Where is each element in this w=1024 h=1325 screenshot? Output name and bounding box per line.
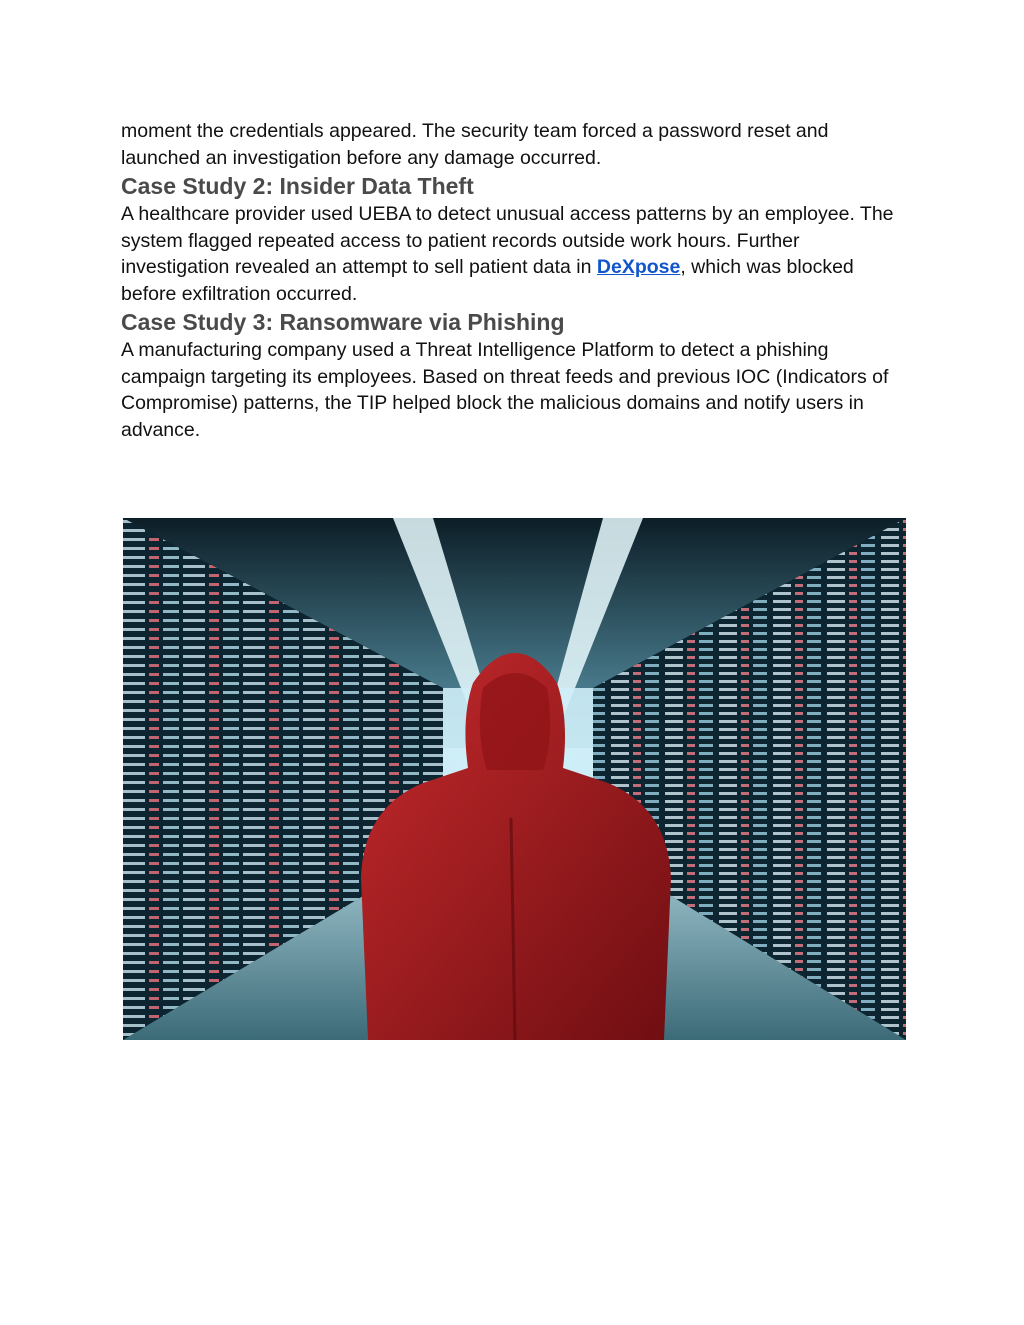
document-page <box>121 118 906 443</box>
hooded-figure-illustration-icon <box>123 518 906 1040</box>
case-study-2-heading: Case Study 2: Insider Data Theft <box>121 173 474 199</box>
case-study-3-heading: Case Study 3: Ransomware via Phishing <box>121 309 565 335</box>
case-study-3-paragraph: A manufacturing company used a Threat Intelligence Platform to detect a phishing campaign targeting its employees. Based on threat feeds and previous IOC (Indicators of Compromise) patterns, the TIP helped block the malicious domains and notify users in advance. <box>121 339 889 441</box>
case-study-2-paragraph <box>121 201 906 307</box>
case-study-2-text-after: , which was blocked before exfiltration occurred. <box>121 256 854 305</box>
case-study-2-text-before: A healthcare provider used UEBA to detect unusual access patterns by an employee. The system flagged repeated access to patient records outside work hours. Further investigation revealed an attempt to sell patient data in <box>121 203 894 278</box>
hacker-corridor-image <box>123 518 906 1040</box>
dexpose-link[interactable]: DeXpose <box>596 256 681 278</box>
intro-paragraph: moment the credentials appeared. The security team forced a password reset and launched an investigation before any damage occurred. <box>121 120 829 169</box>
